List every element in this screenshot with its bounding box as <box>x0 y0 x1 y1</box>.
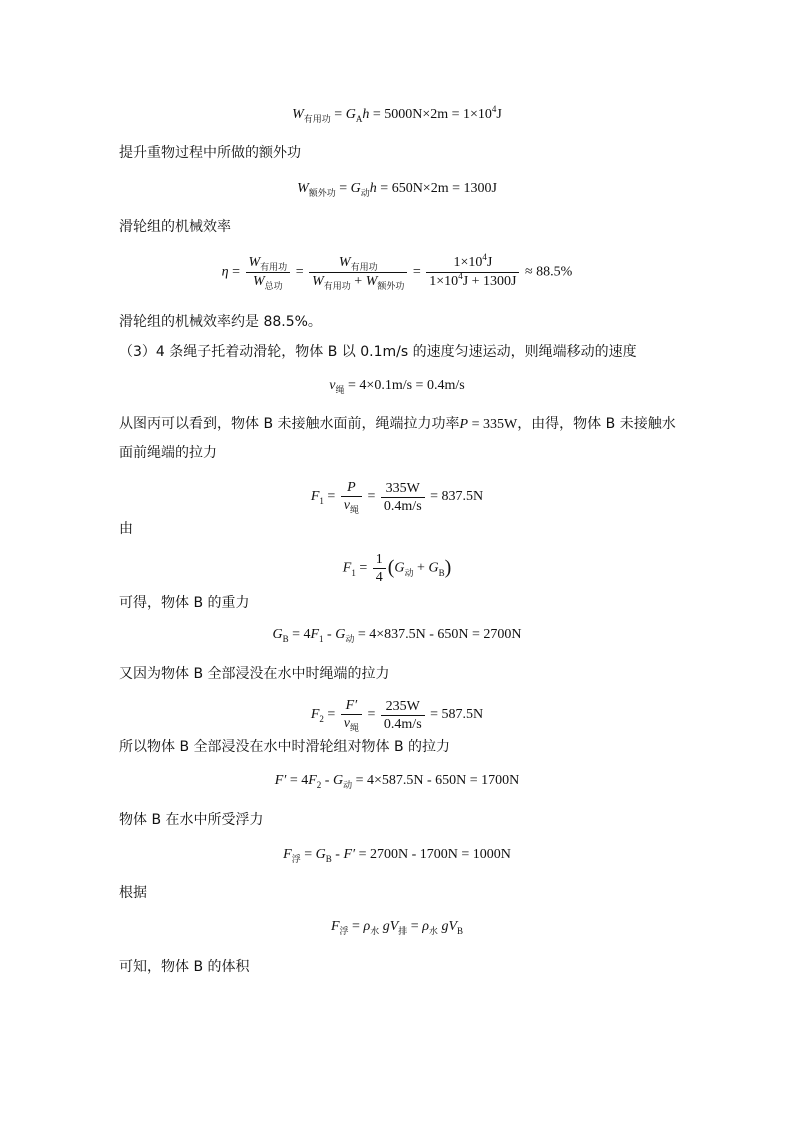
gravity-label: 可得，物体 B 的重力 <box>119 595 250 611</box>
efficiency-label: 滑轮组的机械效率 <box>119 219 231 235</box>
you-label: 由 <box>119 521 133 537</box>
fraction-numeric: $\frac{1\times 10^4J}{1\times 10^4J + 1300J}$ <box>426 254 519 291</box>
pull-label: 所以物体 B 全部浸没在水中时滑轮组对物体 B 的拉力 <box>119 739 451 755</box>
equation-f1-quarter: $F_1$ = $\frac{1}{4}$ $(G_动 + G_B)$ <box>342 552 452 585</box>
buoyancy-label: 物体 B 在水中所受浮力 <box>119 812 264 828</box>
equation-efficiency: η = $\frac{W_{有用功}}{W_{总功}}$ = $\frac{W_{有用功}}{W_{有用功} + W_{额外功}}$ = $\frac{1\times 10^4J}{1\times 10^4J + 1300J}$ ≈ 88.5% <box>221 252 573 291</box>
graph-line-1: 从图丙可以看到，物体 B 未接触水面前，绳端拉力功率P = 335W，由得，物体 B 未接触水 <box>119 416 676 432</box>
fraction-p-over-v: $\frac{P}{v_绳}$ <box>341 479 362 515</box>
equation-extra-work: $W_{额外功} = G_动h = 650N\times 2m = 1300J$ <box>297 181 497 198</box>
equation-useful-work: $W_{有用功} = G_Ah = 5000N\times 2m = 1\times 10^4J$ <box>292 104 502 124</box>
volume-label: 可知，物体 B 的体积 <box>119 959 250 975</box>
equation-gravity-b: $G_B = 4F_1 - G_动 = 4\times 837.5N - 650N = 2700N$ <box>272 627 522 644</box>
fraction-335-over-04: $\frac{335W}{0.4m/s}$ <box>381 480 425 515</box>
equation-rope-speed: $v_绳 = 4\times 0.1m/s = 0.4m/s$ <box>329 378 465 395</box>
fraction-useful-over-total: $\frac{W_{有用功}}{W_{总功}}$ <box>246 254 291 291</box>
basis-label: 根据 <box>119 885 147 901</box>
equation-archimedes: $F_浮 = \rho_水$ $gV_排 = \rho_水$ $gV_B$ <box>330 919 464 936</box>
graph-line-2: 面前绳端的拉力 <box>119 445 217 461</box>
part3-line: （3）4 条绳子托着动滑轮，物体 B 以 0.1m/s 的速度匀速运动，则绳端移动的速度 <box>119 344 637 360</box>
submerged-label: 又因为物体 B 全部浸没在水中时绳端的拉力 <box>119 666 390 682</box>
fraction-235-over-04: $\frac{235W}{0.4m/s}$ <box>381 698 425 733</box>
fraction-useful-over-sum: $\frac{W_{有用功}}{W_{有用功} + W_{额外功}}$ <box>309 254 407 291</box>
extra-work-label: 提升重物过程中所做的额外功 <box>119 145 301 161</box>
equation-f2: $F_2$ = $\frac{F'}{v_绳}$ = $\frac{235W}{0.4m/s}$ = 587.5N <box>310 698 484 733</box>
equation-pull-on-b: $F' = 4F_2 - G_动 = 4\times 587.5N - 650N = 1700N$ <box>274 773 520 790</box>
equation-f1: $F_1$ = $\frac{P}{v_绳}$ = $\frac{335W}{0.4m/s}$ = 837.5N <box>310 480 484 515</box>
equation-buoyancy: $F_浮 = G_B - F' = 2700N - 1700N = 1000N$ <box>283 847 511 864</box>
efficiency-result: 滑轮组的机械效率约是 88.5%。 <box>119 314 322 330</box>
fraction-fprime-over-v: $\frac{F'}{v_绳}$ <box>341 697 362 733</box>
fraction-quarter: $\frac{1}{4}$ <box>373 551 386 586</box>
